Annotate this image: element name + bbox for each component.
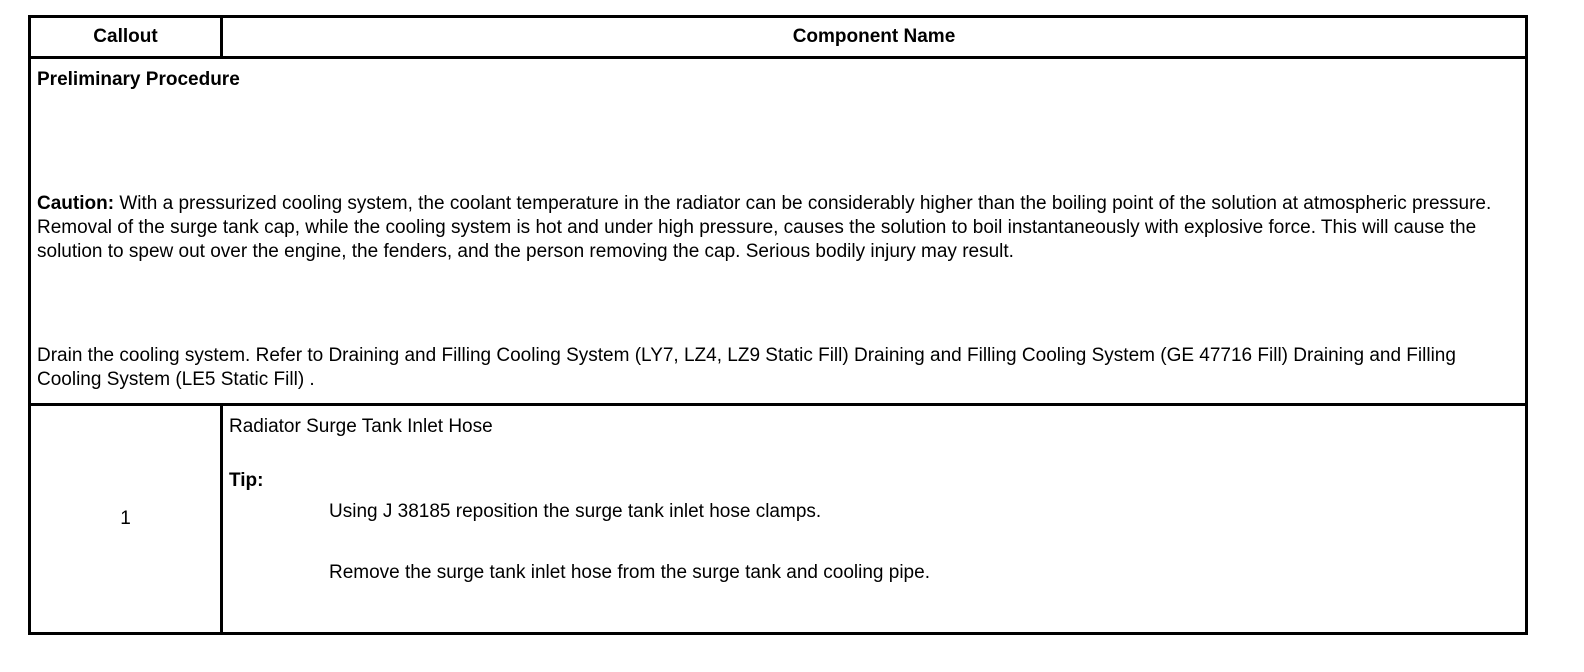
caution-label: Caution: bbox=[37, 193, 115, 214]
table-header-row bbox=[31, 18, 1525, 59]
step-component-name: Radiator Surge Tank Inlet Hose bbox=[229, 416, 493, 437]
table-row bbox=[31, 406, 1525, 632]
preliminary-procedure-title: Preliminary Procedure bbox=[37, 69, 240, 90]
caution-text: With a pressurized cooling system, the coolant temperature in the radiator can be considerably higher than the boiling point of the solution at atmospheric pressure. Removal of the surge tank cap, while the cooling system is hot and under high pressure, causes the solution to boil instantaneously with explosive force. This will cause the solution to spew out over the engine, the fenders, and the person removing the cap. Serious bodily injury may result. bbox=[37, 193, 1492, 262]
procedure-table bbox=[28, 15, 1528, 635]
tip-item: Remove the surge tank inlet hose from the surge tank and cooling pipe. bbox=[329, 562, 930, 583]
tip-item: Using J 38185 reposition the surge tank inlet hose clamps. bbox=[329, 501, 822, 522]
step-callout-number: 1 bbox=[120, 508, 131, 529]
caution-paragraph bbox=[37, 192, 1521, 264]
drain-instruction: Drain the cooling system. Refer to Draining and Filling Cooling System (LY7, LZ4, LZ9 Static Fill) Draining and Filling Cooling System (GE 47716 Fill) Draining and Filling Cooling System (LE5 Static Fill) . bbox=[37, 345, 1456, 390]
tip-label: Tip: bbox=[229, 470, 264, 491]
step-component-cell bbox=[223, 406, 1525, 632]
header-component-name: Component Name bbox=[792, 26, 956, 47]
preliminary-procedure-row bbox=[31, 59, 1525, 406]
header-callout: Callout bbox=[93, 26, 158, 47]
